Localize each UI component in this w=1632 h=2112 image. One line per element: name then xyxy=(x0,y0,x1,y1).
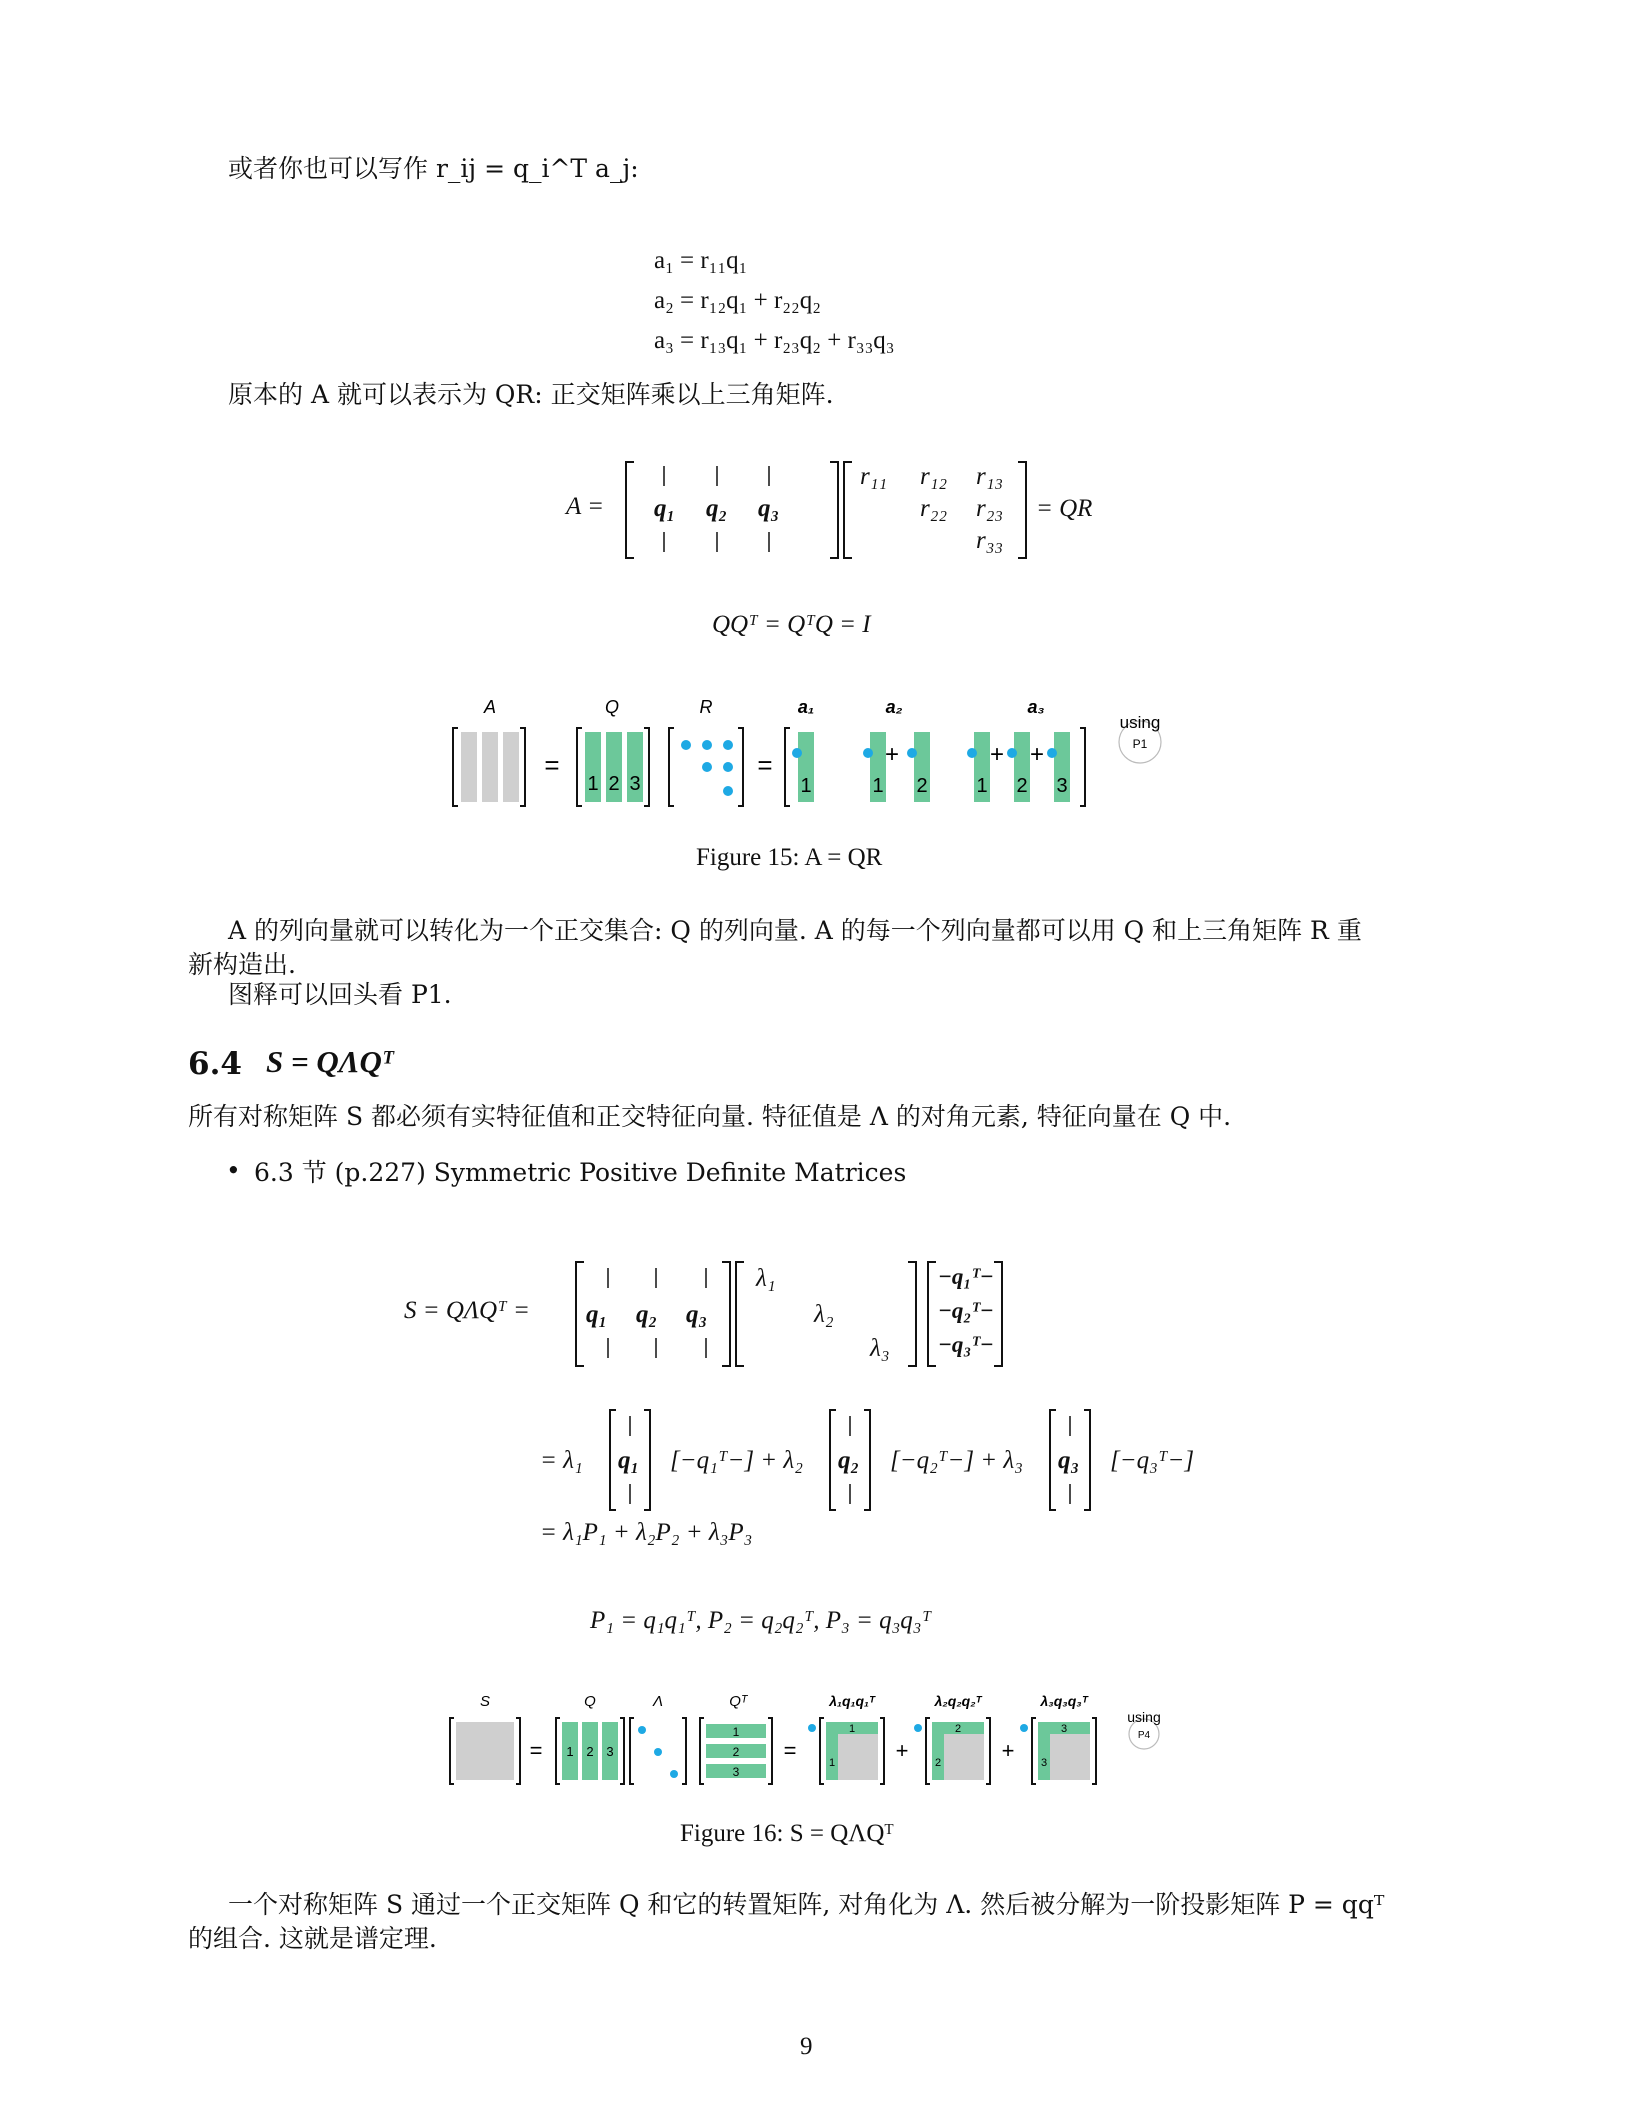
eq-a-prefix: A = xyxy=(566,493,604,520)
fig15-q-num-3: 3 xyxy=(629,773,641,795)
sum-term-2-rest: [−q₂ᵀ−] + λ₃ xyxy=(890,1447,1023,1474)
fig16-term-3 xyxy=(1020,1718,1096,1784)
lambda-2: λ₂ xyxy=(814,1301,834,1328)
fig15-a3-num-3: 3 xyxy=(1056,775,1068,797)
figure-16-diagram xyxy=(440,1684,1200,1804)
fig16-label-term1: λ₁q₁q₁ᵀ xyxy=(829,1693,875,1709)
fig16-t3-row: 3 xyxy=(1060,1723,1068,1735)
fig15-a3-num-1: 1 xyxy=(976,775,988,797)
spectral-equation xyxy=(404,1260,1044,1370)
fig16-matrix-s xyxy=(450,1718,520,1784)
fig16-ref: P4 xyxy=(1137,1730,1151,1741)
rank-one-sum xyxy=(540,1408,1240,1514)
page-number: 9 xyxy=(800,2033,813,2060)
qt-row-3: −q₃ᵀ− xyxy=(938,1332,994,1357)
r12: r₁₂ xyxy=(920,463,948,490)
fig15-result xyxy=(785,728,1085,806)
qr-sentence: 原本的 A 就可以表示为 QR: 正交矩阵乘以上三角矩阵. xyxy=(228,380,834,409)
fig16-using: using xyxy=(1127,1709,1161,1725)
fig15-a3-num-2: 2 xyxy=(1016,775,1028,797)
paragraph-columns: A 的列向量就可以转化为一个正交集合: Q 的列向量. A 的每一个列向量都可以用 Q 和上三角矩阵 R 重 xyxy=(228,916,1362,945)
fig15-label-a: A xyxy=(483,697,497,717)
fig15-label-a1: a₁ xyxy=(797,697,815,717)
svg-text:=: = xyxy=(783,1738,797,1763)
final-paragraph-2: 的组合. 这就是谱定理. xyxy=(188,1924,437,1953)
figure-16-caption: Figure 16: S = QΛQᵀ xyxy=(680,1820,894,1847)
svg-text:+: + xyxy=(1029,741,1045,768)
svg-text:+: + xyxy=(1001,1738,1015,1763)
fig16-label-term2: λ₂q₂q₂ᵀ xyxy=(934,1693,982,1709)
sum-q1: q₁ xyxy=(618,1447,640,1474)
s-q3-col: q₃ xyxy=(686,1301,708,1328)
r22: r₂₂ xyxy=(920,495,948,522)
fig16-t1-row: 1 xyxy=(848,1723,856,1735)
fig15-a2-num-2: 2 xyxy=(916,775,928,797)
fig16-qt-num-2: 2 xyxy=(732,1745,740,1759)
sum-term-1-rest: [−q₁ᵀ−] + λ₂ xyxy=(670,1447,803,1474)
projection-sum: = λ₁P₁ + λ₂P₂ + λ₃P₃ xyxy=(540,1519,753,1546)
lambda-1: λ₁ xyxy=(756,1265,776,1292)
svg-text:+: + xyxy=(884,741,900,768)
qt-row-1: −q₁ᵀ− xyxy=(938,1264,994,1289)
fig16-qt-num-3: 3 xyxy=(732,1765,740,1779)
r11: r₁₁ xyxy=(860,463,888,490)
fig16-matrix-qt xyxy=(700,1718,772,1784)
fig15-q-num-2: 2 xyxy=(608,773,620,795)
fig15-label-a3: a₃ xyxy=(1027,697,1045,717)
r33: r₃₃ xyxy=(976,527,1004,554)
figure-15-caption: Figure 15: A = QR xyxy=(696,844,883,871)
section-paragraph: 所有对称矩阵 S 都必须有实特征值和正交特征向量. 特征值是 Λ 的对角元素, 特征向量在 Q 中. xyxy=(188,1102,1232,1131)
fig16-label-s: S xyxy=(479,1693,491,1710)
svg-text:+: + xyxy=(895,1738,909,1763)
intro-line: 或者你也可以写作 r_ij = q_i^T a_j: xyxy=(228,154,639,183)
fig15-label-a2: a₂ xyxy=(885,697,903,717)
section-number: 6.4 xyxy=(188,1046,242,1082)
r23: r₂₃ xyxy=(976,495,1004,522)
equation-a1: a₁ = r₁₁q₁ xyxy=(654,247,748,274)
fig16-using-badge xyxy=(1127,1709,1160,1749)
fig15-label-q: Q xyxy=(604,697,620,717)
fig16-t2-row: 2 xyxy=(954,1723,962,1735)
projection-definitions: P₁ = q₁q₁ᵀ, P₂ = q₂q₂ᵀ, P₃ = q₃q₃ᵀ xyxy=(590,1607,932,1634)
fig15-matrix-q xyxy=(577,728,649,806)
qr-matrix-equation xyxy=(560,460,1093,560)
paragraph-columns-2: 新构造出. xyxy=(188,950,296,979)
fig15-a1-num: 1 xyxy=(800,775,812,797)
q3-col: q₃ xyxy=(758,495,780,522)
fig16-q-num-3: 3 xyxy=(606,1744,614,1759)
paragraph-reference: 图释可以回头看 P1. xyxy=(228,980,452,1009)
fig16-q-num-2: 2 xyxy=(586,1744,594,1759)
fig15-matrix-r xyxy=(669,728,743,806)
fig15-using-badge xyxy=(1119,713,1161,763)
final-paragraph: 一个对称矩阵 S 通过一个正交矩阵 Q 和它的转置矩阵, 对角化为 Λ. 然后被分解为一阶投影矩阵 P = qqᵀ xyxy=(228,1890,1385,1919)
fig16-term-2 xyxy=(914,1718,990,1784)
equation-a2: a₂ = r₁₂q₁ + r₂₂q₂ xyxy=(654,287,821,314)
qt-row-2: −q₂ᵀ− xyxy=(938,1298,994,1323)
orthogonal-identity: QQᵀ = QᵀQ = I xyxy=(712,611,871,638)
svg-text:+: + xyxy=(989,741,1005,768)
s-q2-col: q₂ xyxy=(636,1301,658,1328)
s-q1-col: q₁ xyxy=(586,1301,608,1328)
fig16-qt-num-1: 1 xyxy=(732,1725,740,1739)
fig16-label-q: Q xyxy=(584,1693,596,1710)
fig16-matrix-q xyxy=(556,1718,624,1784)
sum-term-3-rest: [−q₃ᵀ−] xyxy=(1110,1447,1195,1474)
section-title: S = QΛQᵀ xyxy=(266,1044,394,1079)
bullet-item: 6.3 节 (p.227) Symmetric Positive Definite Matrices xyxy=(254,1158,907,1187)
equation-a3: a₃ = r₁₃q₁ + r₂₃q₂ + r₃₃q₃ xyxy=(654,327,895,354)
fig16-q-num-1: 1 xyxy=(566,1744,574,1759)
lambda-3: λ₃ xyxy=(870,1335,890,1362)
fig15-matrix-a xyxy=(453,728,525,806)
fig15-a2-num-1: 1 xyxy=(872,775,884,797)
fig16-term-1 xyxy=(808,1718,884,1784)
fig16-label-qt: Qᵀ xyxy=(729,1693,747,1710)
fig15-ref: P1 xyxy=(1132,737,1148,751)
fig16-t1-col: 1 xyxy=(828,1757,836,1769)
sum-q3: q₃ xyxy=(1058,1447,1080,1474)
eq-s-prefix: S = QΛQᵀ = xyxy=(404,1297,530,1324)
q2-col: q₂ xyxy=(706,495,728,522)
figure-15-diagram xyxy=(440,690,1200,820)
sum-q2: q₂ xyxy=(838,1447,860,1474)
fig16-label-lambda: Λ xyxy=(652,1693,664,1710)
svg-text:=: = xyxy=(544,750,560,780)
fig16-matrix-lambda xyxy=(630,1718,686,1784)
fig16-t2-col: 2 xyxy=(934,1757,942,1769)
q1-col: q₁ xyxy=(654,495,676,522)
bullet-dot: • xyxy=(226,1156,241,1185)
fig16-label-term3: λ₃q₃q₃ᵀ xyxy=(1040,1693,1088,1709)
r13: r₁₃ xyxy=(976,463,1004,490)
svg-text:=: = xyxy=(529,1738,543,1763)
fig15-label-r: R xyxy=(699,697,713,717)
sum-term-1: = λ₁ xyxy=(540,1447,583,1474)
fig16-t3-col: 3 xyxy=(1040,1757,1048,1769)
fig15-using: using xyxy=(1119,713,1161,732)
matrix-brackets xyxy=(622,460,1082,560)
fig15-q-num-1: 1 xyxy=(587,773,599,795)
svg-text:=: = xyxy=(757,750,773,780)
eq-a-suffix: = QR xyxy=(1036,495,1093,522)
